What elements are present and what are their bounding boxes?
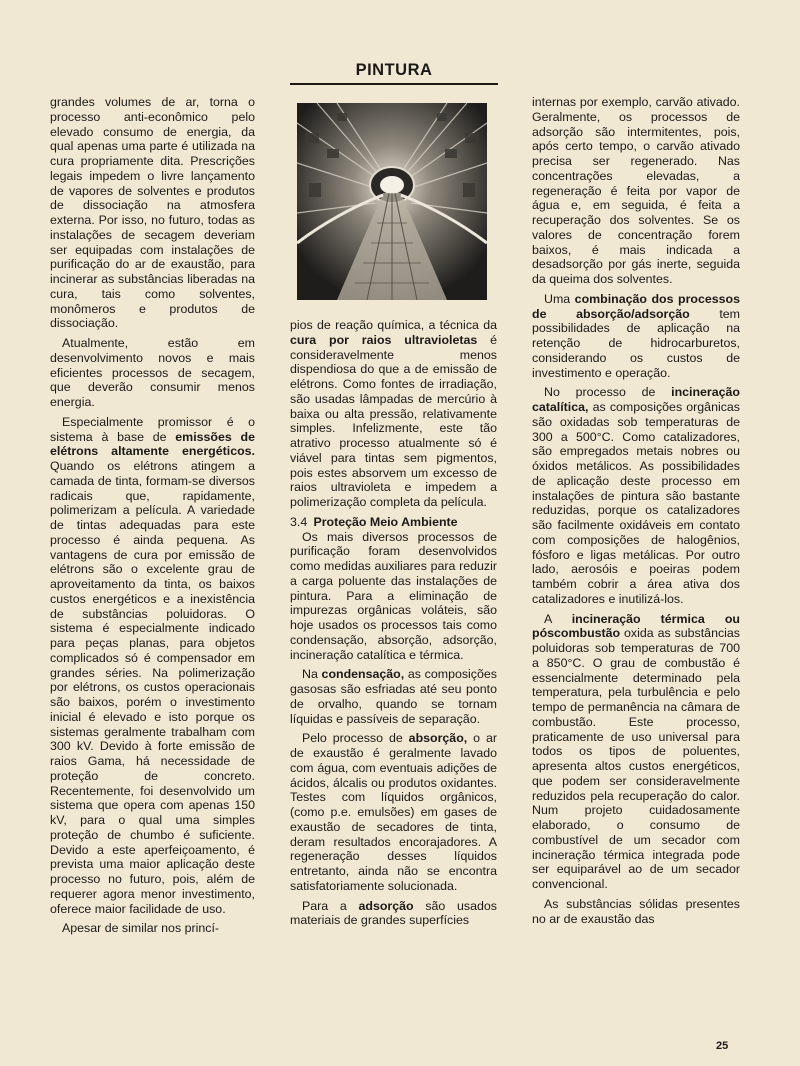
text-run: grandes volumes de ar, torna o processo anti-econômico pelo elevado consumo de energia, da qual apenas uma parte é utilizada na cura propriamente dita. Prescrições legais impedem o livre lançamento de vapores de solventes e produtos de dissociação na atmosfera externa. Por isso, no futuro, todas as instalações de secagem deveriam ser equipadas com instalações de purificação do ar de exaustão, para incinerar as substâncias liberadas na cura, tais como solventes, monômeros e produtos de dissociação. [50, 95, 255, 331]
bold-term: absorção, [408, 731, 468, 746]
paragraph [532, 95, 740, 287]
bold-term: combinação dos processos de absorção/adsorção [532, 291, 740, 321]
paragraph [532, 612, 740, 892]
bold-term: emissões de elétrons altamente energéticos. [50, 429, 255, 459]
bold-term: Proteção Meio Ambiente [313, 514, 458, 529]
text-run: o ar de exaustão é geralmente lavado com água, com eventuais adições de ácidos, álcalis ou produtos oxidantes. Testes com líquidos orgânicos, (como p.e. emulsões) em gases de exaustão de secadores de tinta, deram resultados encorajadores. A regeneração desses líquidos entretanto, ainda não se encontra satisfatoriamente solucionada. [290, 731, 497, 893]
paragraph [50, 415, 255, 917]
bold-term: cura por raios ultravioletas [290, 332, 478, 347]
paragraph [532, 385, 740, 606]
text-run: No processo de [544, 385, 672, 400]
text-run: Especialmente promissor é o sistema à base de [50, 414, 255, 444]
bold-term: condensação, [321, 667, 405, 682]
text-column-3 [532, 95, 740, 931]
text-run: é consideravelmente menos dispendiosa do que a de emissão de elétrons. Como fontes de irradiação, são usadas lâmpadas de mercúrio à baixa ou alta pressão, relativamente simples. Infelizmente, este tão atrativo processo atualmente só é viável para tintas sem pigmentos, pois estes absorvem um excesso de raios ultravioleta e impedem a polimerização completa da película. [290, 332, 497, 509]
text-run: as composições gasosas são esfriadas até seu ponto de orvalho, quando se tornam líquidas e passíveis de separação. [290, 667, 497, 726]
text-run: Atualmente, estão em desenvolvimento novos e mais eficientes processos de secagem, que deverão consumir menos energia. [50, 336, 255, 409]
text-run: Os mais diversos processos de purificação foram desenvolvidos como medidas auxiliares para reduzir a carga poluente das instalações de pintura. Para a eliminação de impurezas orgânicas voláteis, são hoje usados os processos tais como condensação, absorção, adsorção, incineração catalítica e térmica. [290, 529, 497, 662]
paragraph [290, 667, 497, 726]
section-heading [290, 515, 497, 530]
tunnel-photo [297, 103, 487, 300]
paragraph [50, 921, 255, 936]
text-run: pios de reação química, a técnica da [290, 318, 497, 332]
page-title: PINTURA [355, 61, 433, 79]
paragraph [50, 336, 255, 410]
paragraph [290, 899, 497, 929]
paragraph [290, 530, 497, 663]
text-run: são usados materiais de grandes superfícies [290, 898, 497, 928]
paragraph [50, 95, 255, 331]
text-run: tem possibilidades de aplicação na retenção de hidrocarburetos, considerando os custos de investimento e operação. [532, 306, 740, 380]
text-run: as composições orgânicas são oxidadas sob temperaturas de 300 a 500°C. Como catalizadores, são empregados metais nobres ou óxidos metálicos. As possibilidades de aplicação deste processo em instalações de pintura são bastante reduzidas, porque os catalizadores são facilmente oxidáveis em contato com composições de halogênios, fósforo e ligas metálicas. Por outro lado, aerosóis e poeiras podem também cobrir a área ativa dos catalizadores e inutilizá-los. [532, 400, 740, 606]
text-run: Quando os elétrons atingem a camada de tinta, formam-se diversos radicais que, rapidamente, polimerizam a película. A variedade de tintas adequadas para este processo é ainda pequena. As vantagens de cura por emissão de elétrons são o excelente grau de aproveitamento da tinta, os baixos custos energéticos e a inexistência de substâncias poluidoras. O sistema é especialmente indicado para peças planas, para objetos complicados só é compensador em grandes séries. Na polimerização por elétrons, os custos operacionais são baixos, porém o investimento inicial é elevado e isto porque os sistemas geralmente trabalham com 300 kV. Devido à forte emissão de raios Gama, há necessidade de proteção de concreto. Recentemente, foi desenvolvido um sistema que opera com apenas 150 kV, para o qual uma simples proteção de chumbo é suficiente. Devido a este aperfeiçoamento, é prevista uma maior aplicação deste processo no futuro, pois, além de requerer agora menor investimento, oferece maior facilidade de uso. [50, 459, 255, 916]
text-run: Uma [544, 291, 575, 306]
text-run: As substâncias sólidas presentes no ar de exaustão das [532, 896, 740, 926]
text-run: Apesar de similar nos princí- [62, 921, 220, 936]
paragraph [532, 897, 740, 927]
paragraph [290, 731, 497, 893]
text-column-2 [290, 318, 497, 933]
text-run: A [544, 611, 572, 626]
text-run: Pelo processo de [302, 731, 409, 746]
text-run: Para a [302, 898, 359, 913]
text-run: oxida as substâncias poluidoras sob temperaturas de 700 a 850°C. O grau de combustão é essencialmente determinado pela temperatura, pela turbulência e pelo tempo de permanência na câmara de combustão. Este processo, praticamente de uso universal para todos os tipos de poluentes, apresenta altos custos energéticos, que podem ser consideravelmente reduzidos pela recuperação do calor. Num projeto cuidadosamente elaborado, o consumo de combustível de um secador com incineração térmica integrada pode ser equiparável ao de um secador convencional. [532, 626, 740, 891]
paragraph [532, 292, 740, 381]
text-run: internas por exemplo, carvão ativado. Geralmente, os processos de adsorção são intermitentes, pois, após certo tempo, o carvão ativado precisa ser regenerado. Nas concentrações elevadas, a regeneração é feita por vapor de água e, em seguida, é feita a recuperação dos solventes. Se os valores de concentração forem baixos, é mais indicada a desadsorção por gás inerte, seguida da queima dos solventes. [532, 95, 740, 286]
paragraph [290, 318, 497, 510]
page-number: 25 [716, 1040, 729, 1052]
text-column-1 [50, 95, 255, 941]
bold-term: incineração catalítica, [532, 385, 740, 414]
bold-term: adsorção [358, 898, 414, 913]
header-rule [290, 83, 498, 85]
text-run: 3.4 [290, 514, 308, 529]
text-run: Na [302, 667, 322, 682]
bold-term: incineração térmica ou póscombustão [532, 611, 740, 641]
tunnel-illustration [297, 103, 487, 300]
